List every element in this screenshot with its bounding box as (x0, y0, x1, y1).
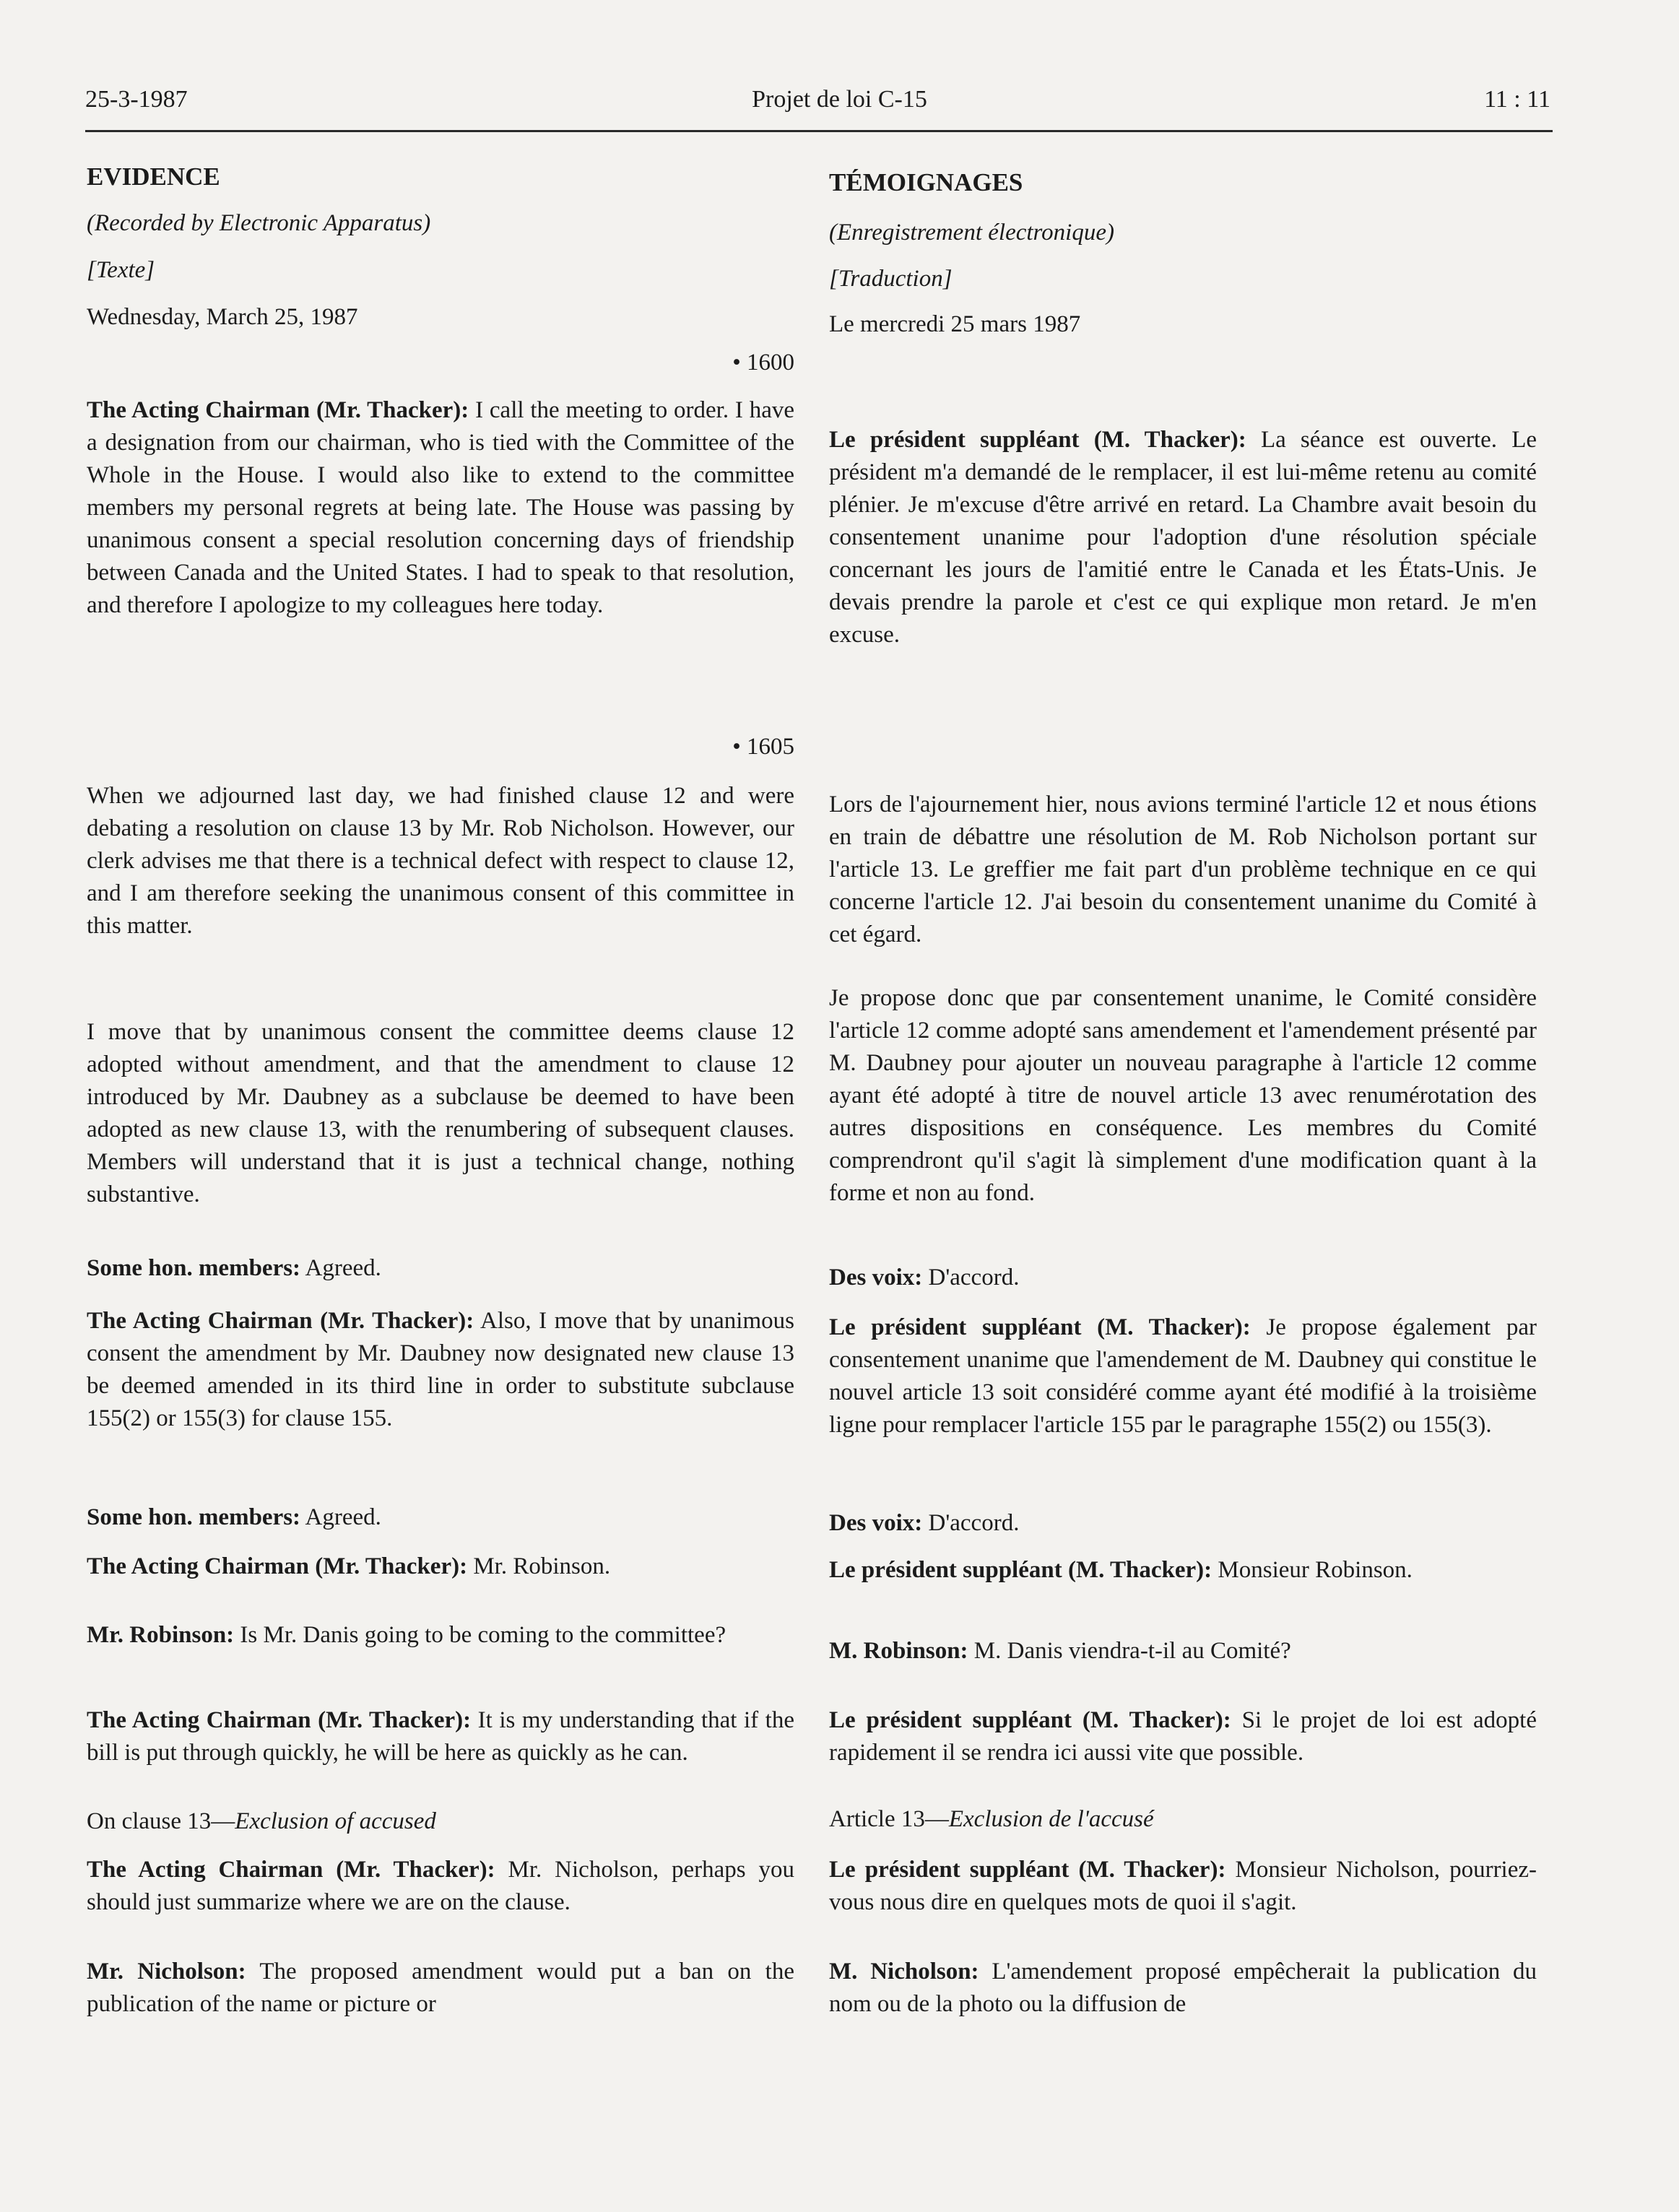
fr-speaker: Le président suppléant (M. Thacker): (829, 427, 1246, 453)
en-clause-heading (87, 1805, 794, 1838)
fr-speech: Monsieur Robinson. (1218, 1557, 1413, 1583)
fr-paragraph-9 (829, 1704, 1537, 1769)
fr-paragraph-8 (829, 1635, 1537, 1667)
en-speaker: The Acting Chairman (Mr. Thacker): (87, 1857, 495, 1883)
en-speaker: The Acting Chairman (Mr. Thacker): (87, 1707, 472, 1733)
fr-speaker: Des voix: (829, 1265, 923, 1291)
fr-speech: L'amendement proposé empêcherait la publication du nom ou de la photo ou la diffusion de (829, 1959, 1537, 2017)
en-speech: Agreed. (305, 1504, 381, 1530)
en-date: Wednesday, March 25, 1987 (87, 304, 358, 330)
fr-speaker: Le président suppléant (M. Thacker): (829, 1857, 1226, 1883)
fr-paragraph-2: Lors de l'ajournement hier, nous avions terminé l'article 12 et nous étions en train de débattre une résolution de M. Rob Nicholson portant sur l'article 13. Le greffier me fait part d'un problème technique en ce qui concerne l'article 12. J'ai besoin du consentement unanime du Comité à cet égard. (829, 791, 1537, 947)
en-subheading: (Recorded by Electronic Apparatus) (87, 210, 431, 236)
fr-date: Le mercredi 25 mars 1987 (829, 311, 1081, 337)
en-speech: It is my understanding that if the bill is put through quickly, he will be here as quickly as he can. (87, 1707, 794, 1766)
en-speech: Also, I move that by unanimous consent the amendment by Mr. Daubney now designated new clause 13 be deemed amended in its third line in order to substitute subclause 155(2) or 155(3) for clause 155. (87, 1308, 794, 1431)
en-speaker: The Acting Chairman (Mr. Thacker): (87, 1553, 468, 1579)
en-tag: [Texte] (87, 257, 155, 283)
fr-clause-title: Exclusion de l'accusé (948, 1806, 1154, 1832)
en-time-1600: • 1600 (732, 350, 794, 376)
en-heading: EVIDENCE (87, 162, 220, 191)
en-speaker: The Acting Chairman (Mr. Thacker): (87, 1308, 474, 1334)
fr-speech: M. Danis viendra-t-il au Comité? (973, 1638, 1291, 1664)
fr-speech: Je propose également par consentement unanime que l'amendement de M. Daubney qui constitue le nouvel article 13 soit considéré comme ayant été modifié à la troisième ligne pour remplacer l'article 155 par le paragraphe 155(2) ou 155(3). (829, 1314, 1537, 1438)
fr-clause-prefix: Article 13— (829, 1806, 949, 1832)
header-rule (85, 130, 1553, 132)
en-speaker: Mr. Nicholson: (87, 1959, 246, 1985)
fr-paragraph-4 (829, 1262, 1537, 1294)
en-paragraph-7 (87, 1550, 794, 1583)
fr-clause-heading (829, 1803, 1537, 1836)
en-speaker: Mr. Robinson: (87, 1622, 235, 1648)
fr-speaker: Le président suppléant (M. Thacker): (829, 1314, 1251, 1340)
fr-speech: La séance est ouverte. Le président m'a demandé de le remplacer, il est lui-même retenu au comité plénier. Je m'excuse d'être arrivé en retard. La Chambre avait besoin du consentement unanime pour l'adoption d'une résolution spéciale concernant les jours de l'amitié entre le Canada et les États-Unis. Je devais prendre la parole et c'est ce qui explique mon retard. Je m'en excuse. (829, 427, 1537, 648)
en-paragraph-2: When we adjourned last day, we had finished clause 12 and were debating a resolution on clause 13 by Mr. Rob Nicholson. However, our clerk advises me that there is a technical defect with respect to clause 12, and I am therefore seeking the unanimous consent of this committee in this matter. (87, 783, 794, 939)
en-clause-prefix: On clause 13— (87, 1808, 235, 1834)
fr-subheading: (Enregistrement électronique) (829, 220, 1114, 246)
en-paragraph-4 (87, 1252, 794, 1285)
fr-speech: Si le projet de loi est adopté rapidement il se rendra ici aussi vite que possible. (829, 1707, 1537, 1766)
fr-speaker: M. Nicholson: (829, 1959, 979, 1985)
en-paragraph-8 (87, 1619, 794, 1652)
en-speaker: The Acting Chairman (Mr. Thacker): (87, 397, 469, 423)
header-title: Projet de loi C-15 (752, 86, 927, 113)
fr-paragraph-10 (829, 1854, 1537, 1919)
fr-paragraph-11 (829, 1956, 1537, 2021)
fr-speech: D'accord. (928, 1510, 1020, 1536)
fr-paragraph-7 (829, 1554, 1537, 1587)
fr-speaker: Le président suppléant (M. Thacker): (829, 1707, 1231, 1733)
en-paragraph-10 (87, 1854, 794, 1919)
en-paragraph-5 (87, 1305, 794, 1435)
fr-paragraph-6 (829, 1507, 1537, 1540)
en-paragraph-1 (87, 394, 794, 622)
en-speech: Mr. Nicholson, perhaps you should just summarize where we are on the clause. (87, 1857, 794, 1915)
en-paragraph-9 (87, 1704, 794, 1769)
en-clause-title: Exclusion of accused (235, 1808, 436, 1834)
fr-paragraph-3: Je propose donc que par consentement unanime, le Comité considère l'article 12 comme adopté sans amendement et l'amendement présenté par M. Daubney pour ajouter un nouveau paragraphe à l'article 12 comme ayant été adopté à titre de nouvel article 13 avec renumérotation des autres dispositions en conséquence. Les membres du Comité comprendront qu'il s'agit là simplement d'une modification quant à la forme et non au fond. (829, 985, 1537, 1206)
en-speech: Agreed. (305, 1255, 381, 1281)
fr-speech: D'accord. (928, 1265, 1020, 1291)
fr-speech: Monsieur Nicholson, pourriez-vous nous dire en quelques mots de quoi il s'agit. (829, 1857, 1537, 1915)
header-date: 25-3-1987 (85, 86, 188, 113)
en-paragraph-3: I move that by unanimous consent the committee deems clause 12 adopted without amendment, and that the amendment to clause 12 introduced by Mr. Daubney as a subclause be deemed to have been adopted as new clause 13, with the renumbering of subsequent clauses. Members will understand that it is just a technical change, nothing substantive. (87, 1019, 794, 1207)
fr-speaker: M. Robinson: (829, 1638, 968, 1664)
fr-paragraph-5 (829, 1311, 1537, 1441)
en-paragraph-11 (87, 1956, 794, 2021)
fr-paragraph-1 (829, 424, 1537, 651)
fr-tag: [Traduction] (829, 266, 953, 292)
en-speaker: Some hon. members: (87, 1504, 301, 1530)
en-time-1605: • 1605 (732, 734, 794, 760)
en-speech: Is Mr. Danis going to be coming to the committee? (240, 1622, 726, 1648)
fr-speaker: Le président suppléant (M. Thacker): (829, 1557, 1212, 1583)
en-speaker: Some hon. members: (87, 1255, 301, 1281)
en-speech: I call the meeting to order. I have a designation from our chairman, who is tied with the Committee of the Whole in the House. I would also like to extend to the committee members my personal regrets at being late. The House was passing by unanimous consent a special resolution concerning days of friendship between Canada and the United States. I had to speak to that resolution, and therefore I apologize to my colleagues here today. (87, 397, 794, 618)
en-paragraph-6 (87, 1501, 794, 1534)
header-page-number: 11 : 11 (1484, 86, 1550, 113)
fr-heading: TÉMOIGNAGES (829, 168, 1023, 196)
en-speech: The proposed amendment would put a ban on the publication of the name or picture or (87, 1959, 794, 2017)
en-speech: Mr. Robinson. (473, 1553, 611, 1579)
fr-speaker: Des voix: (829, 1510, 923, 1536)
